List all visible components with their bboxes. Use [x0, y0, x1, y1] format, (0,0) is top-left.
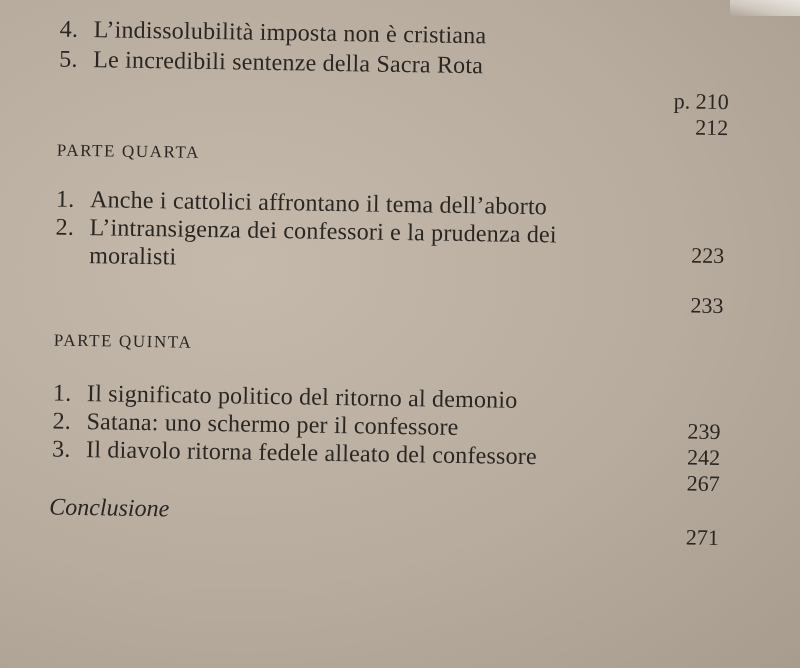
entry-title: Satana: uno schermo per il confessore: [86, 409, 459, 441]
entry-title-continuation: moralisti: [88, 243, 177, 271]
page-number: 267: [686, 470, 720, 497]
entry-title: L’intransigenza dei confessori e la prudenza dei: [89, 215, 557, 249]
entry-number: 1.: [52, 380, 72, 407]
entry-number: 3.: [51, 436, 71, 463]
page-number: 271: [685, 524, 720, 551]
part-heading: PARTE QUARTA: [56, 140, 201, 162]
entry-number: 5.: [59, 46, 78, 73]
page-number: 223: [691, 242, 725, 269]
entry-title: L’indissolubilità imposta non è cristiana: [93, 17, 487, 50]
entry-title: Il diavolo ritorna fedele alleato del confessore: [85, 437, 538, 471]
page-number: 212: [695, 114, 729, 141]
page-number: 239: [687, 418, 721, 445]
page-number: 242: [686, 444, 721, 471]
toc-entry: [60, 17, 487, 51]
toc-entry: [59, 47, 483, 81]
entry-title: Le incredibili sentenze della Sacra Rota: [93, 47, 484, 80]
entry-number: 1.: [55, 186, 75, 213]
entry-title: Il significato politico del ritorno al demonio: [86, 381, 518, 414]
toc-entry: [52, 437, 537, 472]
entry-number: 4.: [59, 16, 79, 43]
conclusion-title: Conclusione: [49, 494, 170, 523]
entry-number: 2.: [55, 214, 75, 241]
page-number: 233: [690, 292, 724, 319]
entry-number: 2.: [52, 408, 72, 435]
entry-title: Anche i cattolici affrontano il tema dell’aborto: [89, 187, 548, 221]
part-heading: PARTE QUINTA: [53, 330, 193, 352]
page-number: p. 210: [673, 88, 729, 115]
